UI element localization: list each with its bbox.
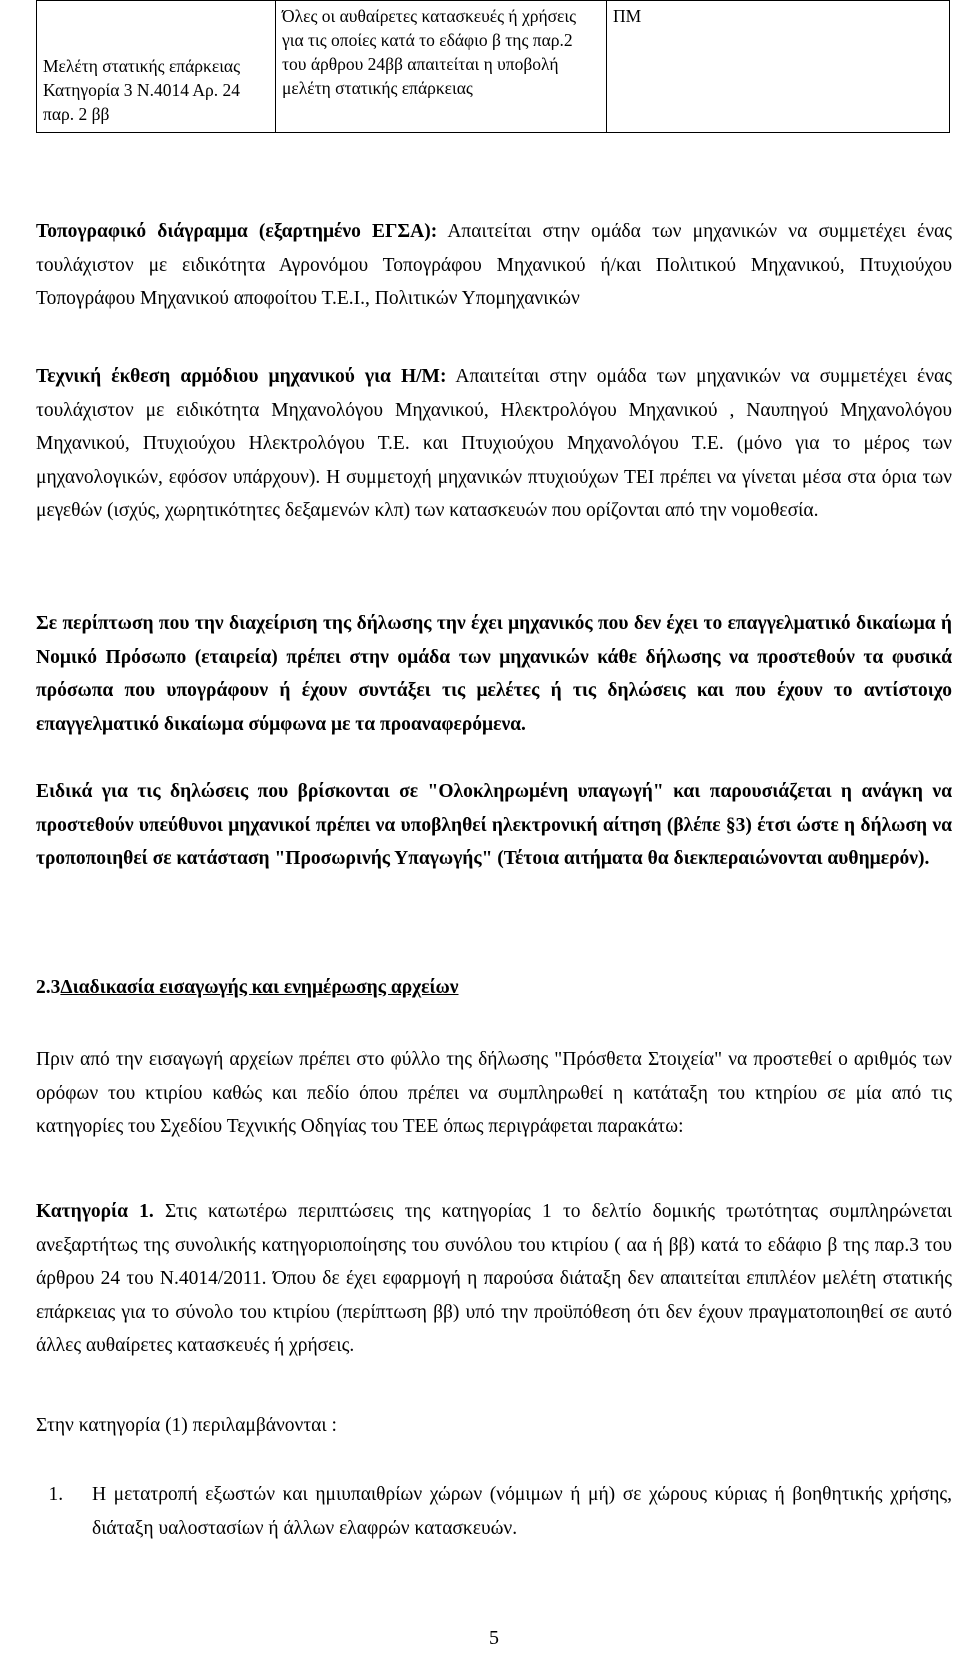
table-cell-code: ΠΜ [607, 1, 950, 133]
paragraph-technical-report [36, 360, 952, 528]
paragraph-topographic [36, 215, 952, 316]
list-item: 1. Η μετατροπή εξωστών και ημιυπαιθρίων χώρων (νόμιμων ή μή) σε χώρους κύριας ή βοηθητικής χρήσης, διάταξη υαλοστασίων ή άλλων ελαφρών κατασκευών. [68, 1478, 952, 1545]
paragraph-legal-entity-note: Σε περίπτωση που την διαχείριση της δήλωσης την έχει μηχανικός που δεν έχει το επαγγελματικό δικαίωμα ή Νομικό Πρόσωπο (εταιρεία) πρέπει στην ομάδα των μηχανικών κάθε δήλωσης να προστεθούν τα φυσικά πρόσωπα που υπογράφουν ή έχουν συντάξει τις μελέτες ή τις δηλώσεις και που έχουν το αντίστοιχο επαγγελματικό δικαίωμα σύμφωνα με τα προαναφερόμενα. [36, 613, 952, 735]
paragraph-technical-heading: Τεχνική έκθεση αρμόδιου μηχανικού για Η/Μ: [36, 366, 447, 387]
table-cell-study: Μελέτη στατικής επάρκειας Κατηγορία 3 Ν.4014 Αρ. 24 παρ. 2 ββ [37, 1, 276, 133]
paragraph-topographic-heading: Τοπογραφικό διάγραμμα (εξαρτημένο ΕΓΣΑ): [36, 221, 438, 242]
section-number: 2.3 [36, 977, 61, 998]
section-title: Διαδικασία εισαγωγής και ενημέρωσης αρχείων [60, 977, 459, 998]
table-cell-description: Όλες οι αυθαίρετες κατασκευές ή χρήσεις για τις οποίες κατά το εδάφιο β της παρ.2 του άρθρου 24ββ απαιτείται η υποβολή μελέτη στατικής επάρκειας [276, 1, 607, 133]
paragraph-category-1 [36, 1195, 952, 1363]
paragraph-topographic-text: Απαιτείται στην ομάδα των μηχανικών να συμμετέχει ένας τουλάχιστον με ειδικότητα Αγρονόμου Τοπογράφου Μηχανικού ή/και Πολιτικού Μηχανικού, Πτυχιούχου Τοπογράφου Μηχανικού αποφοίτου Τ.Ε.Ι., Πολιτικών Υπομηχανικών [36, 221, 952, 309]
category-1-label: Κατηγορία 1. [36, 1201, 154, 1222]
section-heading [36, 971, 952, 1005]
category-list [36, 1478, 952, 1545]
paragraph-intro: Πριν από την εισαγωγή αρχείων πρέπει στο φύλλο της δήλωσης "Πρόσθετα Στοιχεία" να προστεθεί ο αριθμός των ορόφων του κτιρίου καθώς και πεδίο όπου πρέπει να συμπληρωθεί η κατάταξη του κτηρίου σε μία από τις κατηγορίες του Σχεδίου Τεχνικής Οδηγίας του ΤΕΕ όπως περιγράφεται παρακάτω: [36, 1049, 952, 1137]
paragraph-list-intro: Στην κατηγορία (1) περιλαμβάνονται : [36, 1415, 337, 1436]
paragraph-completed-inclusion-note: Ειδικά για τις δηλώσεις που βρίσκονται σε "Ολοκληρωμένη υπαγωγή" και παρουσιάζεται η ανάγκη να προστεθούν υπεύθυνοι μηχανικοί πρέπει να υποβληθεί ηλεκτρονική αίτηση (βλέπε §3) έτσι ώστε η δήλωση να τροποποιηθεί σε κατάσταση "Προσωρινής Υπαγωγής" (Τέτοια αιτήματα θα διεκπεραιώνονται αυθημερόν). [36, 781, 952, 869]
paragraph-technical-text: Απαιτείται στην ομάδα των μηχανικών να συμμετέχει ένας τουλάχιστον με ειδικότητα Μηχανολόγου Μηχανικού, Ηλεκτρολόγου Μηχανικού , Ναυπηγού Μηχανολόγου Μηχανικού, Πτυχιούχου Ηλεκτρολόγου Τ.Ε. και Πτυχιούχου Μηχανολόγου Τ.Ε. (μόνο για το μέρος των μηχανολογικών, εφόσον υπάρχουν). Η συμμετοχή μηχανικών πτυχιούχων ΤΕΙ πρέπει να γίνεται μέσα στα όρια των μεγεθών (ισχύς, χωρητικότητες δεξαμενών κλπ) των κατασκευών που ορίζονται από την νομοθεσία. [36, 366, 952, 521]
page-number: 5 [489, 1627, 499, 1649]
table-row [37, 1, 950, 133]
info-table [36, 0, 950, 133]
category-1-text: Στις κατωτέρω περιπτώσεις της κατηγορίας 1 το δελτίο δομικής τρωτότητας συμπληρώνεται ανεξαρτήτως της συνολικής κατηγοριοποίησης του συνόλου του κτιρίου ( αα ή ββ) κατά το εδάφιο β της παρ.3 του άρθρου 24 του Ν.4014/2011. Όπου δε έχει εφαρμογή η παρούσα διάταξη δεν απαιτείται επιπλέον μελέτη στατικής επάρκειας για το σύνολο του κτιρίου (περίπτωση ββ) υπό την προϋπόθεση ότι δεν έχουν πραγματοποιηθεί σε αυτό άλλες αυθαίρετες κατασκευές ή χρήσεις. [36, 1201, 952, 1356]
